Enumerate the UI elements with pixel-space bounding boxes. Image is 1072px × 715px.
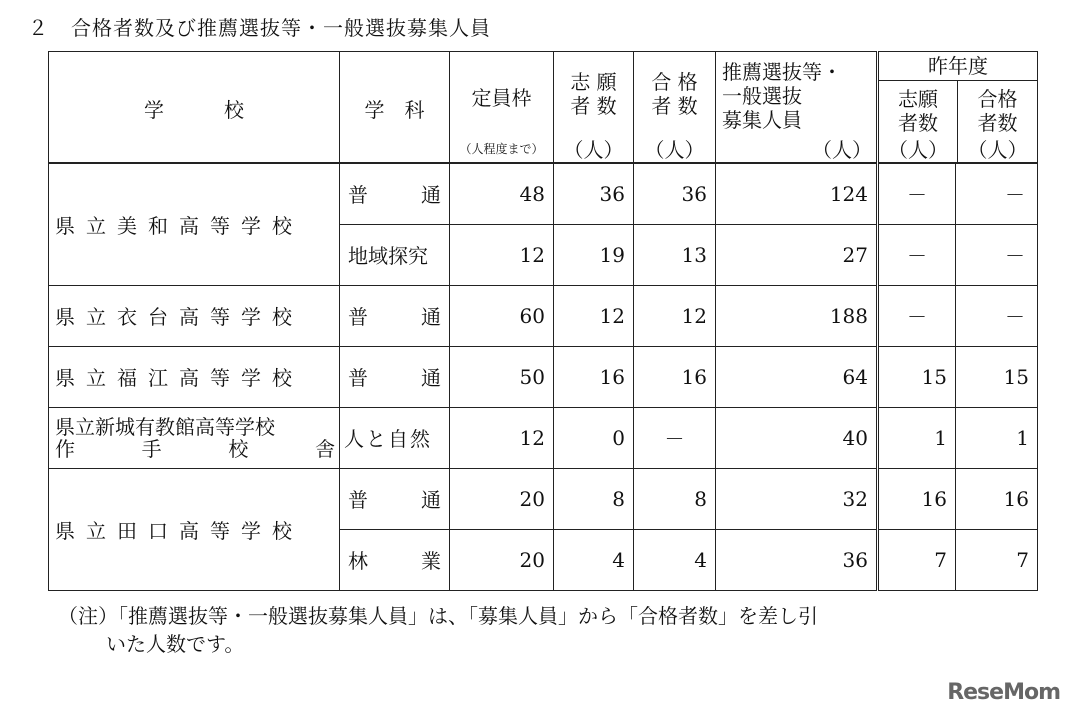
- watermark-logo: ReseMom: [947, 680, 1060, 705]
- ly-applicants-value: －: [878, 285, 956, 346]
- header-unit: （人）: [967, 138, 1028, 162]
- header-dept-label: 学 科: [364, 98, 425, 122]
- dept-char: 業: [421, 549, 441, 573]
- table-row: [49, 285, 1038, 346]
- ly-passed-value: 7: [956, 529, 1038, 590]
- capacity-value: 50: [450, 346, 554, 407]
- header-passed: [634, 52, 716, 164]
- ly-passed-value: 1: [956, 407, 1038, 468]
- recruit-value: 40: [716, 407, 878, 468]
- school-name: 県立福江高等学校: [49, 346, 340, 407]
- ly-applicants-value: 15: [878, 346, 956, 407]
- school-char: 手: [141, 436, 162, 461]
- ly-applicants-value: 1: [878, 407, 956, 468]
- applicants-value: 19: [554, 224, 634, 285]
- applicants-value: 4: [554, 529, 634, 590]
- title-text: 合格者数及び推薦選抜等・一般選抜募集人員: [71, 16, 491, 40]
- applicants-value: 36: [554, 163, 634, 224]
- school-name: 県立衣台高等学校: [49, 285, 340, 346]
- passed-value: 8: [634, 468, 716, 529]
- dept-name: [340, 346, 450, 407]
- section-number: ２: [28, 16, 49, 40]
- header-school: [49, 52, 340, 164]
- school-char: 作: [55, 436, 75, 461]
- header-school-label: 学 校: [144, 98, 244, 122]
- dept-char: 通: [421, 366, 441, 390]
- header-ly-pass-line1: 合格: [977, 87, 1018, 111]
- ly-passed-value: －: [956, 163, 1038, 224]
- header-recruit-line2: 一般選抜: [722, 84, 802, 108]
- ly-passed-value: 15: [956, 346, 1038, 407]
- header-ly-applicants: [879, 80, 958, 162]
- school-name: 県立美和高等学校: [49, 163, 340, 285]
- table-row: [49, 163, 1038, 224]
- capacity-value: 60: [450, 285, 554, 346]
- table-row: [49, 468, 1038, 529]
- results-table: [48, 51, 1038, 591]
- recruit-value: 188: [716, 285, 878, 346]
- recruit-value: 32: [716, 468, 878, 529]
- dept-char: 普: [348, 183, 368, 208]
- header-applicants-line1: 志 願: [570, 70, 617, 94]
- applicants-value: 8: [554, 468, 634, 529]
- dept-char: 普: [348, 305, 368, 329]
- header-unit: （人）: [812, 138, 872, 162]
- table-row: [49, 407, 1038, 468]
- ly-applicants-value: 7: [878, 529, 956, 590]
- applicants-value: 16: [554, 346, 634, 407]
- dept-name: [340, 285, 450, 346]
- passed-value: 12: [634, 285, 716, 346]
- school-name-line2: [55, 438, 335, 460]
- capacity-value: 12: [450, 407, 554, 468]
- header-ly-app-line2: 者数: [898, 111, 938, 135]
- header-last-year: [878, 52, 1038, 164]
- applicants-value: 0: [554, 407, 634, 468]
- header-ly-app-line1: 志願: [898, 87, 938, 111]
- dept-name: [340, 529, 450, 590]
- school-char: 校: [228, 436, 249, 461]
- passed-value: －: [634, 407, 716, 468]
- ly-applicants-value: －: [878, 224, 956, 285]
- header-last-year-label: 昨年度: [879, 52, 1037, 81]
- header-recruit: [716, 52, 878, 164]
- recruit-value: 64: [716, 346, 878, 407]
- header-recruit-line1: 推薦選抜等・: [722, 60, 842, 84]
- footnote-line1: （注）「推薦選抜等・一般選抜募集人員」は、「募集人員」から「合格者数」を差し引: [58, 604, 818, 628]
- passed-value: 13: [634, 224, 716, 285]
- dept-name: 地域探究: [340, 224, 450, 285]
- capacity-value: 20: [450, 468, 554, 529]
- dept-char: 林: [348, 549, 368, 573]
- applicants-value: 12: [554, 285, 634, 346]
- header-applicants-line2: 者 数: [570, 94, 617, 118]
- header-unit: （人）: [888, 138, 948, 162]
- header-applicants: [554, 52, 634, 164]
- ly-applicants-value: －: [878, 163, 956, 224]
- header-passed-line1: 合 格: [651, 70, 698, 94]
- school-name: 県立田口高等学校: [49, 468, 340, 590]
- header-capacity-label: 定員枠: [471, 86, 532, 110]
- header-ly-passed: [958, 80, 1037, 162]
- dept-char: 通: [421, 183, 441, 208]
- ly-applicants-value: 16: [878, 468, 956, 529]
- dept-char: 普: [348, 366, 368, 390]
- passed-value: 16: [634, 346, 716, 407]
- recruit-value: 27: [716, 224, 878, 285]
- footnote-line2: いた人数です。: [106, 632, 245, 656]
- page-title: [28, 12, 491, 41]
- ly-passed-value: 16: [956, 468, 1038, 529]
- header-capacity-note: （人程度まで）: [459, 142, 544, 156]
- dept-name: [340, 163, 450, 224]
- passed-value: 36: [634, 163, 716, 224]
- capacity-value: 48: [450, 163, 554, 224]
- dept-char: 通: [421, 488, 441, 512]
- ly-passed-value: －: [956, 224, 1038, 285]
- school-name: [49, 407, 340, 468]
- dept-name: 人と自然: [340, 407, 450, 468]
- dept-char: 通: [421, 305, 441, 329]
- dept-char: 普: [348, 488, 368, 512]
- table-row: [49, 346, 1038, 407]
- school-char: 舎: [314, 436, 335, 461]
- header-row: [49, 52, 1038, 164]
- ly-passed-value: －: [956, 285, 1038, 346]
- dept-name: [340, 468, 450, 529]
- header-dept: [340, 52, 450, 164]
- capacity-value: 12: [450, 224, 554, 285]
- header-recruit-line3: 募集人員: [722, 108, 802, 132]
- recruit-value: 124: [716, 163, 878, 224]
- header-unit: （人）: [563, 138, 624, 162]
- header-passed-line2: 者 数: [651, 94, 698, 118]
- recruit-value: 36: [716, 529, 878, 590]
- school-name-line1: 県立新城有教館高等学校: [55, 414, 275, 439]
- header-capacity: [450, 52, 554, 164]
- capacity-value: 20: [450, 529, 554, 590]
- passed-value: 4: [634, 529, 716, 590]
- footnote: [58, 602, 818, 658]
- header-unit: （人）: [644, 138, 705, 162]
- header-ly-pass-line2: 者数: [977, 111, 1018, 135]
